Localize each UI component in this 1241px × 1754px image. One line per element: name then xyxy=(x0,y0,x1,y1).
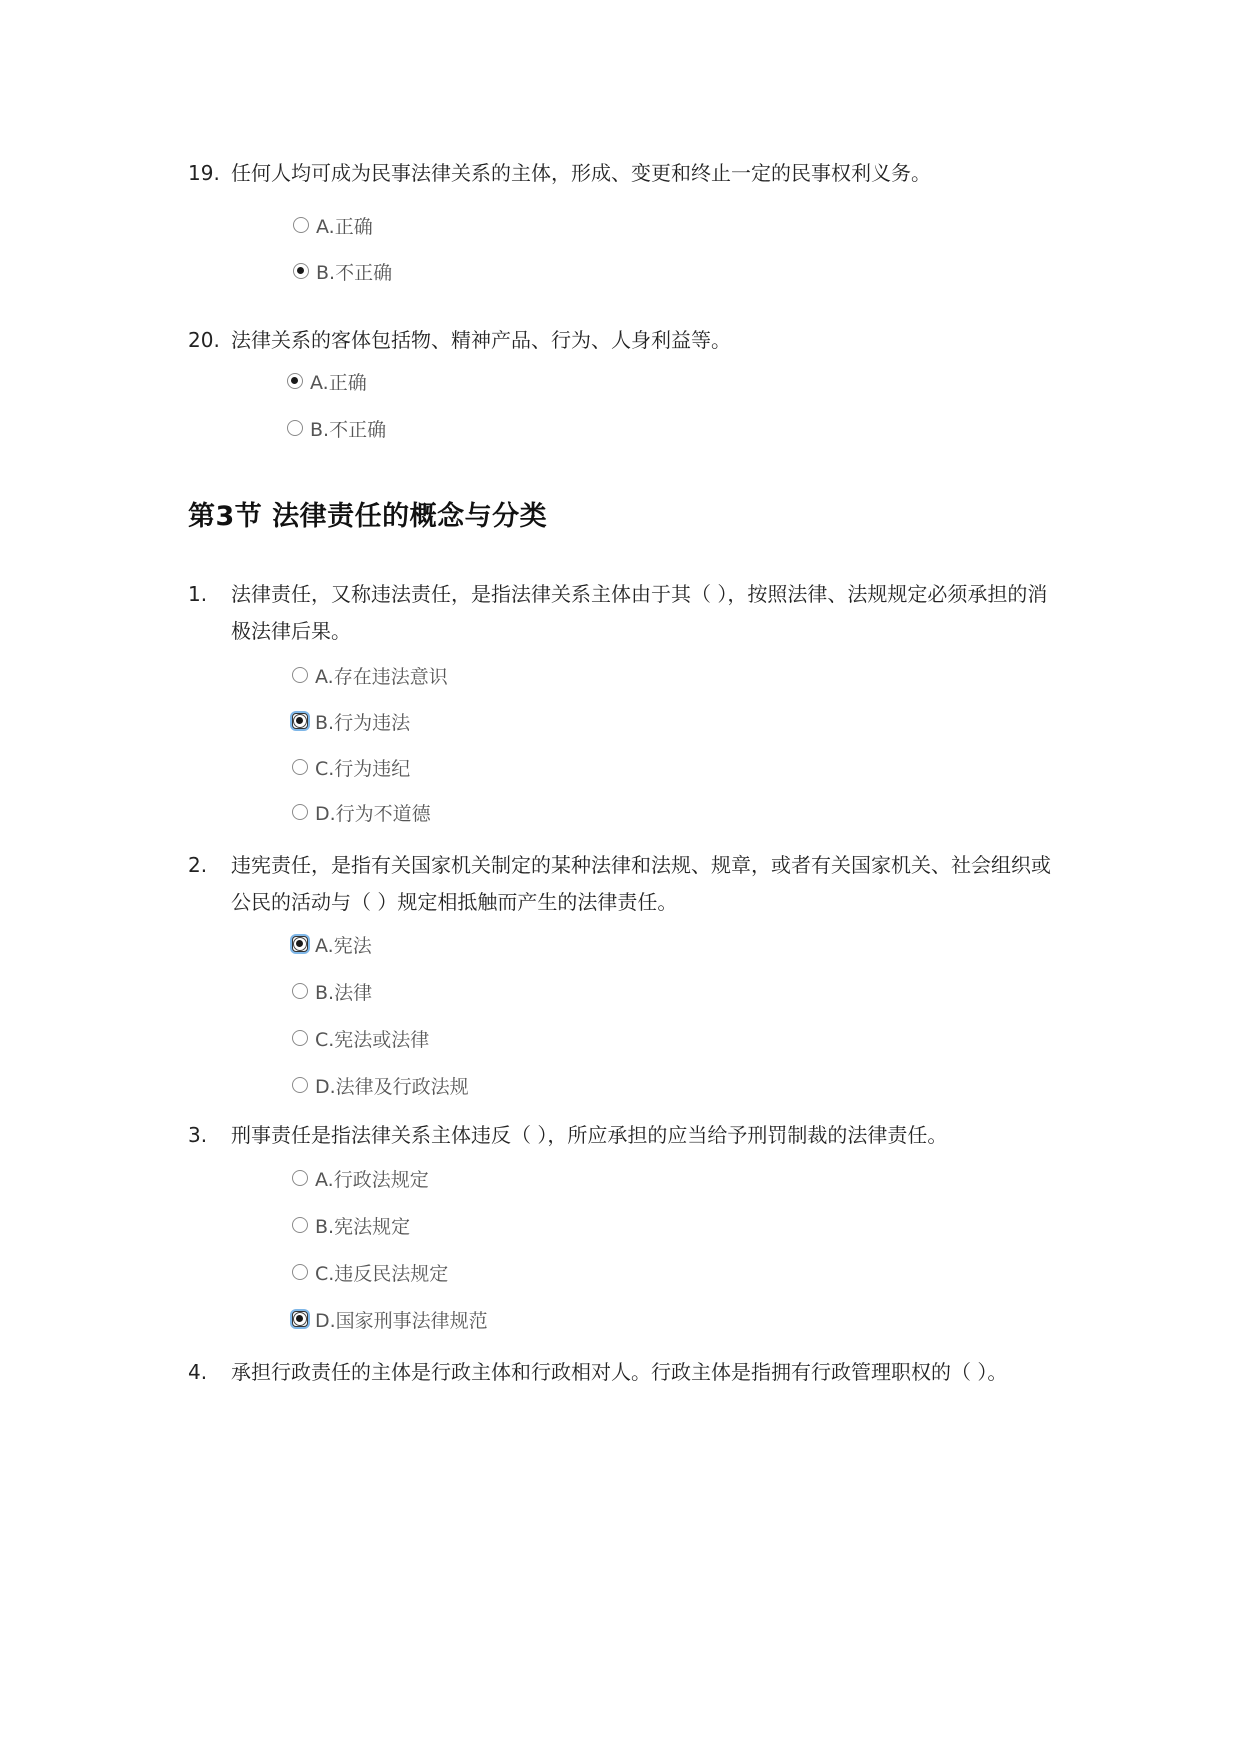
option-label: C.行为违纪 xyxy=(315,757,411,780)
option-label: A.正确 xyxy=(310,371,367,394)
option-label: B.不正确 xyxy=(316,261,393,284)
radio-unchecked-icon[interactable] xyxy=(287,420,303,436)
question-2 xyxy=(188,847,1058,921)
radio-unchecked-icon[interactable] xyxy=(292,1030,308,1046)
option-1-c[interactable] xyxy=(292,752,410,782)
option-3-c[interactable] xyxy=(292,1257,448,1287)
radio-unchecked-icon[interactable] xyxy=(292,667,308,683)
question-number: 3. xyxy=(188,1123,208,1147)
question-19 xyxy=(188,155,1058,192)
option-label: B.行为违法 xyxy=(315,711,411,734)
option-3-a[interactable] xyxy=(292,1163,429,1193)
radio-unchecked-icon[interactable] xyxy=(292,804,308,820)
option-label: B.法律 xyxy=(315,981,373,1004)
question-text: 刑事责任是指法律关系主体违反（ ），所应承担的应当给予刑罚制裁的法律责任。 xyxy=(231,1123,948,1147)
option-label: B.宪法规定 xyxy=(315,1215,411,1238)
question-1 xyxy=(188,576,1058,650)
radio-checked-icon[interactable] xyxy=(292,1311,308,1327)
option-label: B.不正确 xyxy=(310,418,387,441)
radio-checked-icon[interactable] xyxy=(293,263,309,279)
question-text: 法律责任，又称违法责任，是指法律关系主体由于其（ ），按照法律、法规规定必须承担的消极法律后果。 xyxy=(231,582,1048,643)
radio-unchecked-icon[interactable] xyxy=(292,1077,308,1093)
option-label: C.违反民法规定 xyxy=(315,1262,449,1285)
option-2-b[interactable] xyxy=(292,976,372,1006)
option-19-b[interactable] xyxy=(293,256,392,286)
question-number: 4. xyxy=(188,1360,208,1384)
option-19-a[interactable] xyxy=(293,210,373,240)
question-number: 1. xyxy=(188,582,208,606)
section-heading: 第3节 法律责任的概念与分类 xyxy=(188,501,548,532)
option-2-a[interactable] xyxy=(292,929,372,959)
option-label: D.国家刑事法律规范 xyxy=(315,1309,488,1332)
radio-unchecked-icon[interactable] xyxy=(292,1170,308,1186)
option-label: D.法律及行政法规 xyxy=(315,1075,469,1098)
option-label: A.行政法规定 xyxy=(315,1168,429,1191)
question-text: 承担行政责任的主体是行政主体和行政相对人。行政主体是指拥有行政管理职权的（ ）。 xyxy=(231,1360,1008,1384)
option-1-d[interactable] xyxy=(292,797,431,827)
radio-unchecked-icon[interactable] xyxy=(293,217,309,233)
option-label: A.正确 xyxy=(316,215,373,238)
option-2-c[interactable] xyxy=(292,1023,429,1053)
radio-checked-icon[interactable] xyxy=(292,936,308,952)
question-text: 法律关系的客体包括物、精神产品、行为、人身利益等。 xyxy=(231,328,731,352)
question-text: 任何人均可成为民事法律关系的主体，形成、变更和终止一定的民事权利义务。 xyxy=(231,161,931,185)
question-number: 19. xyxy=(188,161,220,185)
option-3-d[interactable] xyxy=(292,1304,488,1334)
question-20 xyxy=(188,322,1058,359)
question-number: 2. xyxy=(188,853,208,877)
option-label: D.行为不道德 xyxy=(315,802,431,825)
option-label: A.宪法 xyxy=(315,934,372,957)
option-2-d[interactable] xyxy=(292,1070,469,1100)
option-3-b[interactable] xyxy=(292,1210,410,1240)
option-20-a[interactable] xyxy=(287,366,367,396)
radio-unchecked-icon[interactable] xyxy=(292,759,308,775)
radio-checked-icon[interactable] xyxy=(292,713,308,729)
question-text: 违宪责任，是指有关国家机关制定的某种法律和法规、规章，或者有关国家机关、社会组织或公民的活动与（ ）规定相抵触而产生的法律责任。 xyxy=(231,853,1051,914)
radio-unchecked-icon[interactable] xyxy=(292,1217,308,1233)
option-label: A.存在违法意识 xyxy=(315,665,448,688)
radio-checked-icon[interactable] xyxy=(287,373,303,389)
question-number: 20. xyxy=(188,328,220,352)
option-1-a[interactable] xyxy=(292,660,448,690)
question-3 xyxy=(188,1117,1058,1154)
question-4 xyxy=(188,1354,1058,1391)
option-1-b[interactable] xyxy=(292,706,410,736)
option-label: C.宪法或法律 xyxy=(315,1028,430,1051)
option-20-b[interactable] xyxy=(287,413,386,443)
radio-unchecked-icon[interactable] xyxy=(292,1264,308,1280)
radio-unchecked-icon[interactable] xyxy=(292,983,308,999)
